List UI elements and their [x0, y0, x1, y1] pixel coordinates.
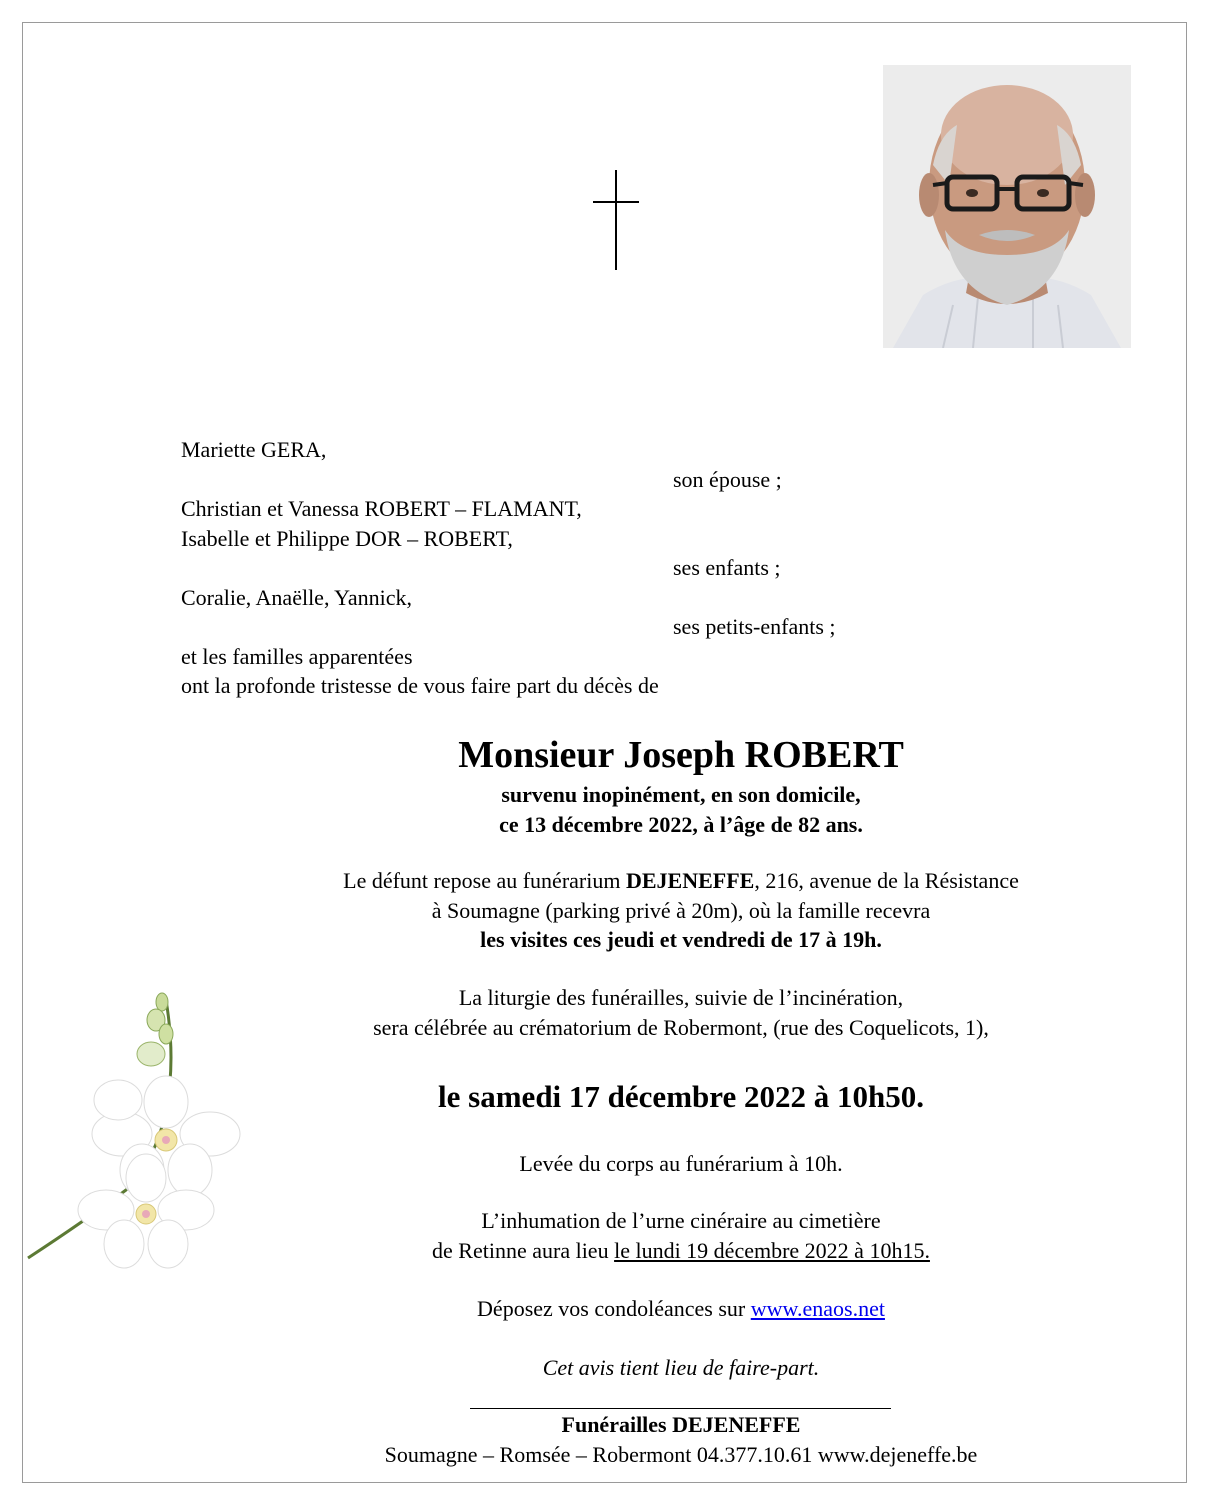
- cross-icon: [593, 170, 639, 270]
- portrait-photo: [883, 65, 1131, 348]
- footer-divider: [470, 1408, 891, 1409]
- repose-line-1-start: Le défunt repose au funérarium: [343, 868, 626, 893]
- inhumation-date: le lundi 19 décembre 2022 à 10h15.: [614, 1237, 930, 1263]
- liturgy-info: [180, 983, 1182, 1042]
- orchid-flower-icon: [26, 990, 266, 1290]
- inhumation-line-1: L’inhumation de l’urne cinéraire au cimetière: [481, 1208, 881, 1233]
- inhumation-line-2-start: de Retinne aura lieu: [432, 1237, 615, 1263]
- announcement: ont la profonde tristesse de vous faire part du décès de: [181, 673, 659, 698]
- grandchildren: Coralie, Anaëlle, Yannick,: [181, 584, 412, 610]
- inhumation-line-2: [180, 1236, 1182, 1266]
- levee-info: Levée du corps au funérarium à 10h.: [519, 1151, 843, 1176]
- spouse-name: Mariette GERA,: [181, 437, 327, 462]
- repose-line-2: à Soumagne (parking privé à 20m), où la famille recevra: [431, 897, 931, 923]
- liturgy-line-1: La liturgie des funérailles, suivie de l’incinération,: [458, 985, 904, 1010]
- condolences-link[interactable]: www.enaos.net: [750, 1296, 885, 1321]
- funeral-date: le samedi 17 décembre 2022 à 10h50.: [438, 1079, 924, 1114]
- inhumation-info: [180, 1206, 1182, 1265]
- deceased-name: Monsieur Joseph ROBERT: [458, 734, 904, 776]
- repose-address: , 216, avenue de la Résistance: [754, 868, 1019, 893]
- death-circumstance: survenu inopinément, en son domicile,: [501, 782, 861, 807]
- visiting-hours: les visites ces jeudi et vendredi de 17 à 19h.: [480, 927, 882, 952]
- condolences-text: Déposez vos condoléances sur: [477, 1296, 751, 1321]
- death-date-age: ce 13 décembre 2022, à l’âge de 82 ans.: [499, 812, 863, 837]
- child-1: Christian et Vanessa ROBERT – FLAMANT,: [181, 496, 582, 521]
- repose-line-1: [180, 866, 1182, 896]
- repose-info: [180, 866, 1182, 955]
- child-2: Isabelle et Philippe DOR – ROBERT,: [181, 525, 513, 551]
- deceased-details: [180, 780, 1182, 840]
- funeral-home-name: DEJENEFFE: [625, 868, 755, 893]
- children-role: ses enfants ;: [673, 555, 781, 580]
- grandchildren-role: ses petits-enfants ;: [673, 614, 836, 639]
- spouse-role: son épouse ;: [673, 466, 782, 492]
- condolences-info: [180, 1294, 1182, 1324]
- funeral-company: Funérailles DEJENEFFE: [561, 1412, 801, 1437]
- liturgy-line-2: sera célébrée au crématorium de Robermont, (rue des Coquelicots, 1),: [373, 1014, 989, 1040]
- funeral-contact: Soumagne – Romsée – Robermont 04.377.10.61 www.dejeneffe.be: [384, 1442, 978, 1467]
- family-list: [181, 435, 901, 701]
- notice-text: Cet avis tient lieu de faire-part.: [542, 1355, 820, 1380]
- relatives: et les familles apparentées: [181, 643, 413, 669]
